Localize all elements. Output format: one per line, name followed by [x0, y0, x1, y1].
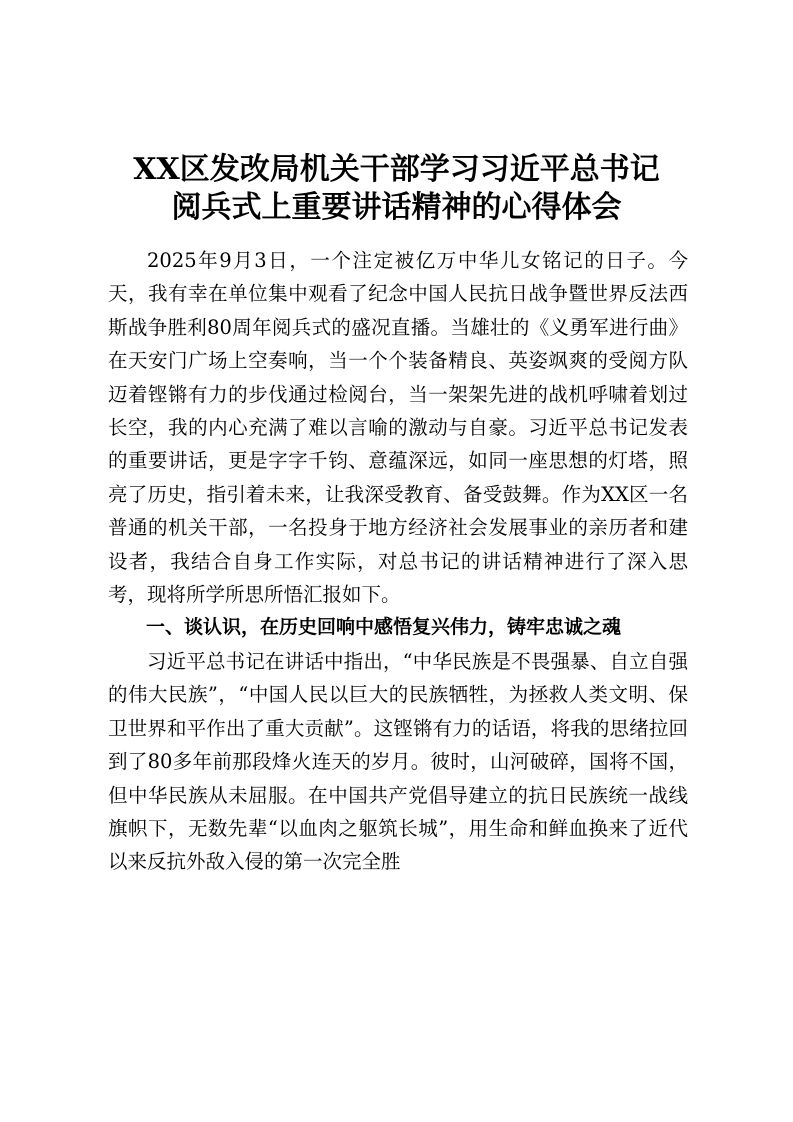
section-heading-1: 一、谈认识，在历史回响中感悟复兴伟力，铸牢忠诚之魂 [146, 616, 622, 639]
document-title-line-1: XX区发改局机关干部学习习近平总书记 [133, 152, 660, 187]
body-paragraph-section-1: 习近平总书记在讲话中指出，“中华民族是不畏强暴、自立自强的伟大民族”，“中国人民以巨大的民族牺牲，为拯救人类文明、保卫世界和平作出了重大贡献”。这铿锵有力的话语，将我的思绪拉回到了80多年前那段烽火连天的岁月。彼时，山河破碎，国将不国，但中华民族从未屈服。在中国共产党倡导建立的抗日民族统一战线旗帜下，无数先辈“以血肉之躯筑长城”，用生命和鲜血换来了近代以来反抗外敌入侵的第一次完全胜 [108, 649, 688, 874]
document-title-line-2: 阅兵式上重要讲话精神的心得体会 [171, 190, 622, 225]
document-body [108, 244, 688, 879]
body-paragraph-intro: 2025年9月3日，一个注定被亿万中华儿女铭记的日子。今天，我有幸在单位集中观看了纪念中国人民抗日战争暨世界反法西斯战争胜利80周年阅兵式的盛况直播。当雄壮的《义勇军进行曲》在天安门广场上空奏响，当一个个装备精良、英姿飒爽的受阅方队迈着铿锵有力的步伐通过检阅台，当一架架先进的战机呼啸着划过长空，我的内心充满了难以言喻的激动与自豪。习近平总书记发表的重要讲话，更是字字千钧、意蕴深远，如同一座思想的灯塔，照亮了历史，指引着未来，让我深受教育、备受鼓舞。作为XX区一名普通的机关干部，一名投身于地方经济社会发展事业的亲历者和建设者，我结合自身工作实际，对总书记的讲话精神进行了深入思考，现将所学所思所悟汇报如下。 [108, 249, 688, 607]
